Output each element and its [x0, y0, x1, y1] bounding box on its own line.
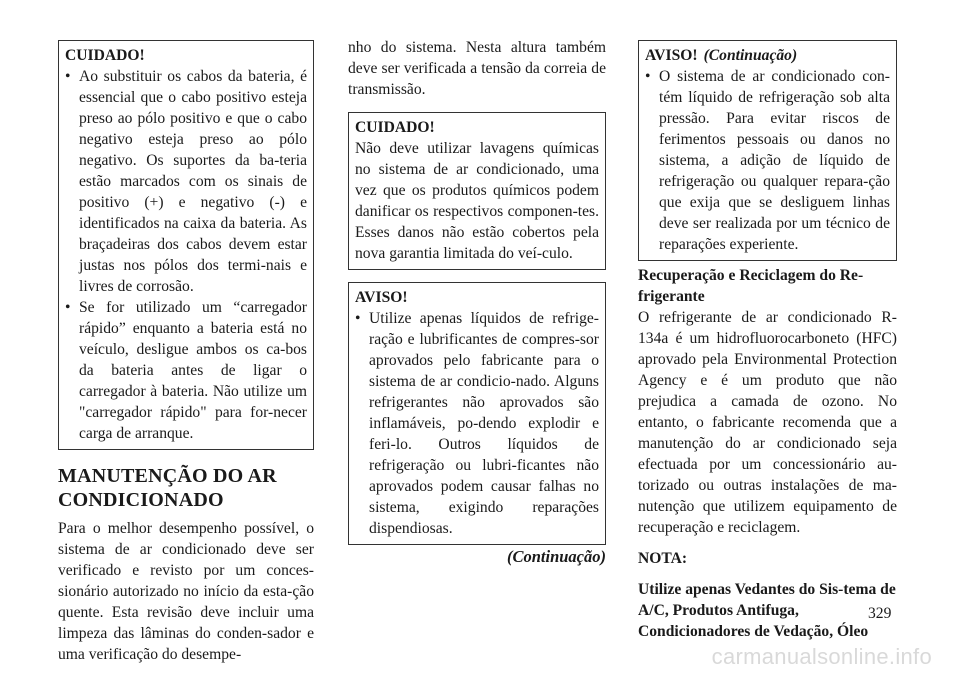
body-paragraph: O refrigerante de ar condicionado R-134a é um hidrofluorocarboneto (HFC) aprovado pela Environmental Protection Agency e é um produto que não prejudica a camada de ozono. No entanto, o fabricante recomenda que a manutenção do ar condicionado seja efectuada por um concessionário au-torizado ou outras instalações de ma-nutenção que utilizem equipamento de recuperação e reciclagem. [638, 309, 897, 536]
caution-box [348, 112, 606, 270]
column-3 [638, 40, 897, 642]
caution-box [58, 40, 314, 450]
caution-list [65, 66, 307, 444]
body-paragraph: Para o melhor desempenho possível, o sistema de ar condicionado deve ser verificado e revisto por um conces-sionário autorizado no início da esta-ção quente. Esta revisão deve incluir uma limpeza das lâminas do conden-sador e uma verificação do desempe- [58, 520, 314, 663]
warning-list [355, 308, 599, 539]
column-2 [348, 37, 606, 567]
body-paragraph: nho do sistema. Nesta altura também deve ser verificada a tensão da correia de transmissão. [348, 39, 606, 98]
caution-title: CUIDADO! [355, 119, 435, 136]
page-number: 329 [868, 605, 892, 622]
warning-box [348, 282, 606, 545]
warning-box [638, 40, 897, 261]
continued-label: (Continuação) [506, 547, 606, 566]
watermark: carmanualsonline.info [711, 644, 932, 669]
warning-title: AVISO! [355, 289, 408, 306]
column-1 [58, 40, 314, 665]
note-text: Utilize apenas Vedantes do Sis-tema de A/C, Produtos Antifuga, Condicionadores de Vedação, Óleo [638, 581, 896, 640]
warning-item: • Utilize apenas líquidos de refrige-ração e lubrificantes de compres-sor aprovados pelo fabricante para o sistema de ar condicio-nado. Alguns refrigerantes não aprovados são inflamáveis, po-dendo explodir e feri-lo. Outros líquidos de refrigeração ou lubri-ficantes não aprovados podem causar falhas no sistema, exigindo reparações dispendiosas. [355, 308, 599, 539]
caution-text: Não deve utilizar lavagens químicas no sistema de ar condicionado, uma vez que os produtos químicos podem danificar os respectivos componen-tes. Esses danos não estão cobertos pela nova garantia limitada do veí-culo. [355, 140, 599, 262]
warning-title [645, 45, 890, 66]
warning-title-suffix: (Continuação) [703, 47, 798, 64]
warning-title-text: AVISO! [645, 47, 698, 64]
section-heading: MANUTENÇÃO DO AR CONDICIONADO [58, 465, 277, 511]
caution-item: • Se for utilizado um “carregador rápido” enquanto a bateria está no veículo, desligue ambos os ca-bos da bateria antes de ligar o carregador à bateria. Não utilize um "carregador rápido" para for-necer carga de arranque. [65, 297, 307, 444]
note-label: NOTA: [638, 550, 688, 567]
warning-item: • O sistema de ar condicionado con-tém líquido de refrigeração sob alta pressão. Para evitar riscos de ferimentos pessoais ou danos no sistema, a adição de líquido de refrigeração ou qualquer repara-ção que exija que se desliguem linhas deve ser realizada por um técnico de reparações experiente. [645, 66, 890, 255]
caution-title: CUIDADO! [65, 47, 145, 64]
warning-list [645, 66, 890, 255]
subheading: Recuperação e Reciclagem do Re-frigerante [638, 267, 864, 305]
caution-item: • Ao substituir os cabos da bateria, é essencial que o cabo positivo esteja preso ao pólo positivo e que o cabo negativo esteja preso ao pólo negativo. Os suportes da ba-teria estão marcados com os sinais de positivo (+) e negativo (-) e identificados na caixa da bateria. As braçadeiras dos cabos devem estar justas nos pólos dos termi-nais e livres de corrosão. [65, 66, 307, 297]
